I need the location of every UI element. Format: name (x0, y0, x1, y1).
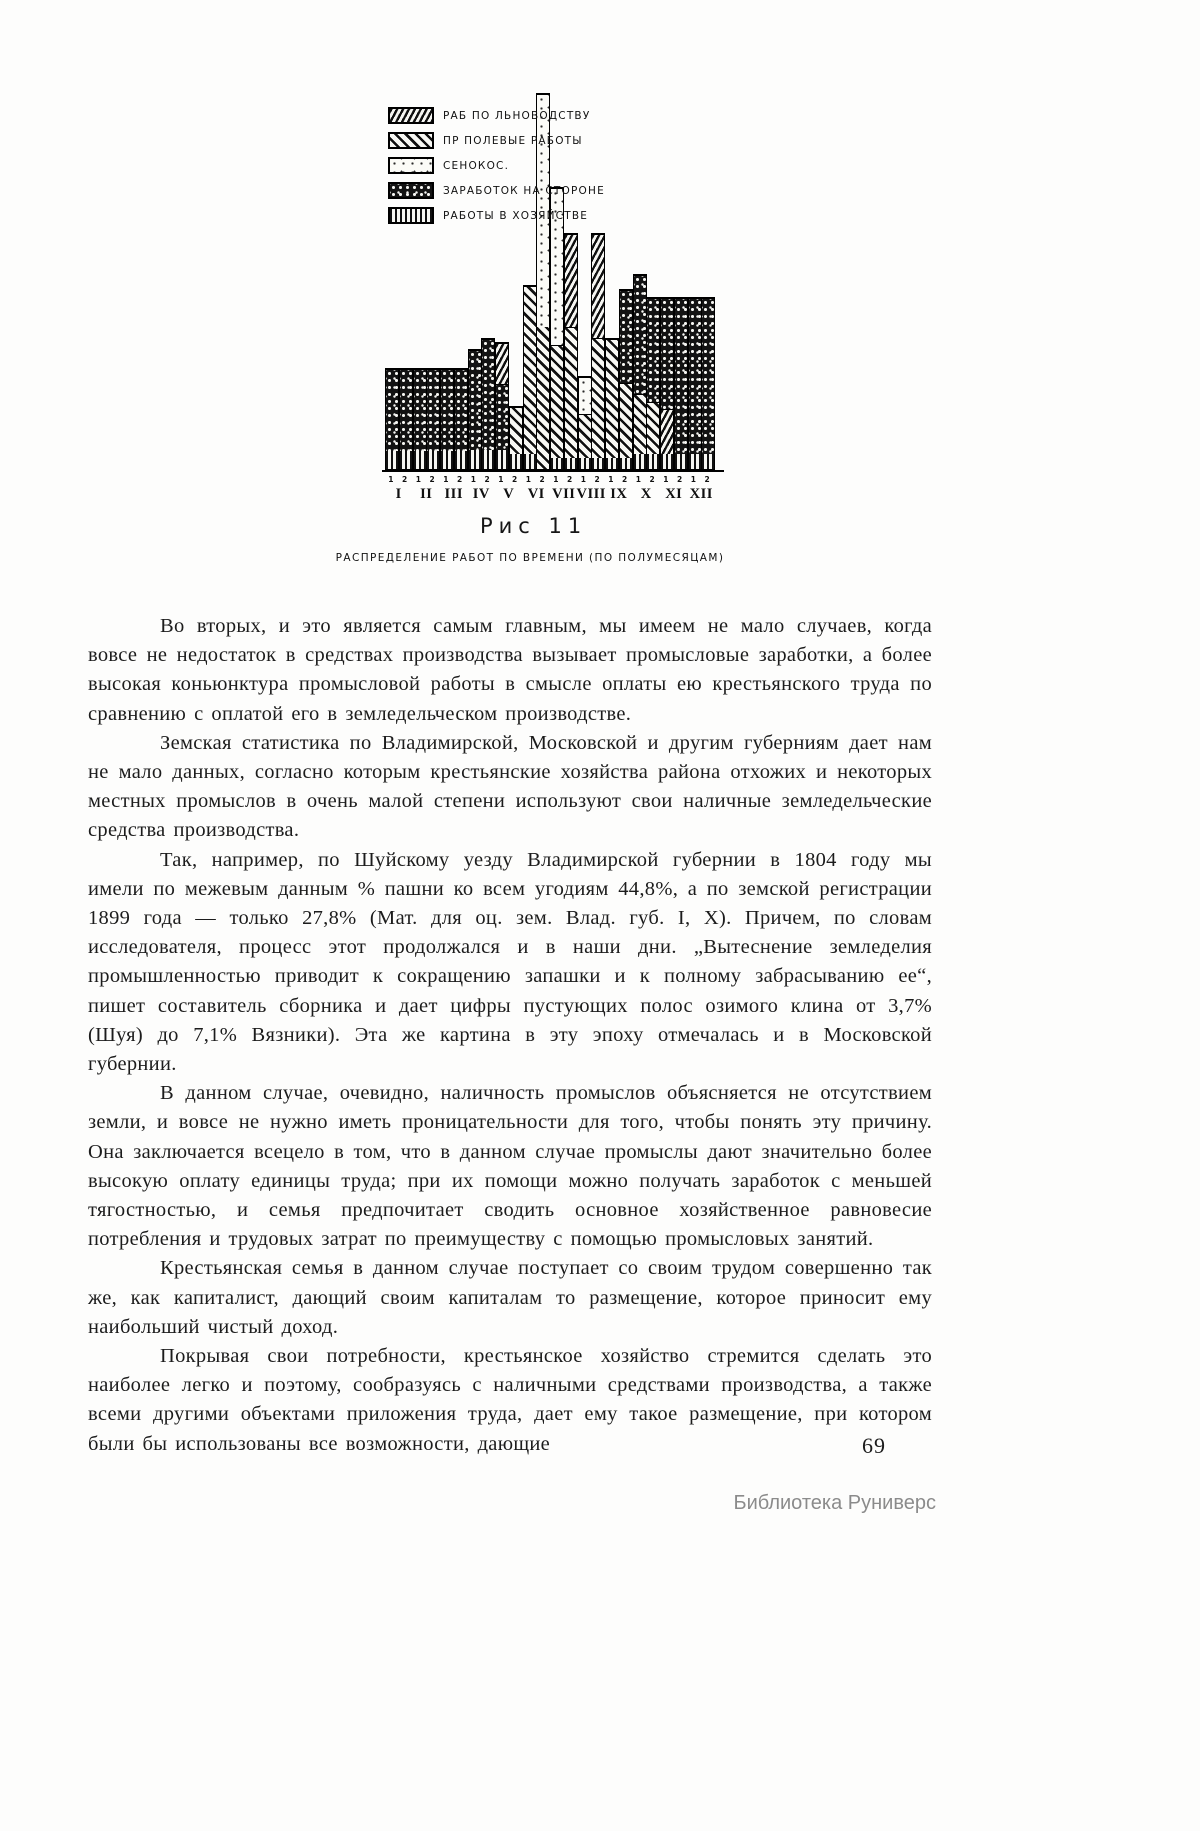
bar-segment-side (441, 369, 453, 450)
month-label-IX: IX (610, 486, 628, 502)
bar-segment-flax (496, 343, 508, 384)
halftick-VIII-1: 1 (580, 475, 586, 484)
month-label-XI: XI (665, 486, 683, 502)
halftick-III-2: 2 (457, 475, 463, 484)
legend-item-flax (388, 106, 605, 124)
halftick-X-1: 1 (635, 475, 641, 484)
halftick-II-1: 1 (415, 475, 421, 484)
work-distribution-chart (330, 86, 730, 502)
bar-I-1 (385, 368, 399, 470)
bar-segment-field (647, 402, 659, 454)
bar-X-2 (646, 297, 660, 470)
bar-segment-household (702, 454, 714, 469)
bar-segment-household (510, 454, 522, 469)
month-label-III: III (444, 486, 463, 502)
legend-label-side: ЗАРАБОТОК НА СТОРОНЕ (443, 185, 605, 197)
bar-segment-side (689, 298, 701, 455)
halftick-V-2: 2 (512, 475, 518, 484)
bar-segment-field (551, 345, 563, 457)
bar-segment-side (386, 369, 398, 450)
halftick-VII-2: 2 (567, 475, 573, 484)
legend-item-side (388, 181, 605, 199)
bar-V-1 (495, 342, 509, 470)
household-pattern-swatch-icon (388, 207, 434, 224)
halftick-IV-1: 1 (470, 475, 476, 484)
legend-label-haymaking: СЕНОКОС. (443, 160, 510, 172)
month-label-X: X (640, 486, 652, 502)
figure-11 (330, 86, 730, 586)
bar-segment-side (634, 275, 646, 394)
bar-segment-household (689, 454, 701, 469)
halftick-II-2: 2 (429, 475, 435, 484)
bar-segment-side (620, 290, 632, 383)
bar-segment-side (469, 350, 481, 450)
chart-legend (388, 106, 605, 231)
figure-number: Рис 11 (480, 514, 588, 538)
halftick-III-1: 1 (443, 475, 449, 484)
halftick-IX-2: 2 (622, 475, 628, 484)
bar-segment-field (579, 414, 591, 458)
bar-segment-household (400, 451, 412, 469)
bar-segment-side (414, 369, 426, 450)
bar-IV-2 (481, 338, 495, 470)
halftick-XI-1: 1 (663, 475, 669, 484)
bar-segment-haymaking (579, 377, 591, 414)
x-axis-line (382, 470, 724, 472)
side-pattern-swatch-icon (388, 182, 434, 199)
bar-segment-household (620, 458, 632, 469)
halftick-IV-2: 2 (484, 475, 490, 484)
paragraph-2: Земская статистика по Владимирской, Московской и другим губерниям дает нам не мало данных, согласно которым крестьянские хозяйства района отхожих и некоторых местных промыслов в очень малой степени используют свои наличные земледельческие средства производства. (88, 731, 932, 842)
bar-segment-household (482, 450, 494, 469)
bar-segment-side (400, 369, 412, 450)
bar-VII-2 (564, 233, 578, 471)
month-label-VII: VII (552, 486, 576, 502)
bar-segment-field (620, 383, 632, 458)
halftick-VI-2: 2 (539, 475, 545, 484)
legend-label-household: РАБОТЫ В ХОЗЯЙСТВЕ (443, 210, 589, 222)
paragraph-4: В данном случае, очевидно, наличность промыслов объясняется не отсутствием земли, и вовсе не нужно иметь проницательности для того, чтобы понять эту причину. Она заключается всецело в том, что в данном случае промыслы дают значительно более высокую оплату единицы труда; при их помощи можно получать заработок с меньшей тягостностью, и семья предпочитает сводить основное хозяйственное равновесие потребления и трудовых затрат по преимуществу с помощью промысловых занятий. (88, 1082, 932, 1251)
bar-segment-household (551, 458, 563, 469)
month-label-V: V (503, 486, 515, 502)
bar-segment-household (661, 454, 673, 469)
bar-segment-household (469, 450, 481, 469)
bar-segment-side (496, 384, 508, 451)
bar-III-2 (454, 368, 468, 470)
bar-segment-side (675, 298, 687, 455)
bar-IX-1 (605, 338, 619, 470)
bar-segment-side (427, 369, 439, 450)
month-label-II: II (420, 486, 433, 502)
bar-XI-1 (660, 297, 674, 470)
bar-segment-flax (565, 234, 577, 327)
bar-segment-side (482, 339, 494, 450)
bar-VI-1 (523, 285, 537, 470)
bar-segment-household (647, 454, 659, 469)
legend-label-field: ПР ПОЛЕВЫЕ РАБОТЫ (443, 135, 583, 147)
month-label-VIII: VIII (576, 486, 606, 502)
month-label-VI: VI (527, 486, 545, 502)
bar-segment-field (634, 394, 646, 454)
bar-segment-side (647, 298, 659, 402)
paragraph-6: Покрывая свои потребности, крестьянское хозяйство стремится сделать это наиболее легко и поэтому, сообразуясь с наличными средствами производства, а также всеми другими объектами приложения труда, дает ему такое размещение, при котором были бы использованы все возможности, дающие (88, 1345, 932, 1455)
bar-segment-field (565, 327, 577, 458)
bar-XII-1 (688, 297, 702, 470)
bar-segment-household (634, 454, 646, 469)
bar-segment-household (414, 451, 426, 469)
month-label-IV: IV (472, 486, 490, 502)
paragraph-1: Во вторых, и это является самым главным, мы имеем не мало случаев, когда вовсе не недостаток в средствах производства вызывает промысловые заработки, а более высокая коньюнктура промысловой работы в смысле оплаты ею крестьянского труда по сравнению с оплатой его в земледельческом производстве. (88, 615, 932, 725)
halftick-IX-1: 1 (608, 475, 614, 484)
bar-II-2 (426, 368, 440, 470)
halftick-I-1: 1 (388, 475, 394, 484)
legend-item-haymaking (388, 156, 605, 174)
bar-XII-2 (701, 297, 715, 470)
legend-item-field (388, 131, 605, 149)
bar-segment-side (455, 369, 467, 450)
body-text (88, 612, 932, 1459)
halftick-XI-2: 2 (677, 475, 683, 484)
page-number: 69 (862, 1433, 886, 1458)
bar-X-1 (633, 274, 647, 470)
bar-VIII-1 (578, 376, 592, 470)
bar-segment-household (606, 458, 618, 469)
month-axis-labels (330, 486, 730, 504)
month-label-XII: XII (689, 486, 713, 502)
halftick-XII-1: 1 (690, 475, 696, 484)
month-label-I: I (395, 486, 402, 502)
figure-caption: РАСПРЕДЕЛЕНИЕ РАБОТ ПО ВРЕМЕНИ (ПО ПОЛУМЕСЯЦАМ) (335, 552, 725, 564)
bar-segment-household (441, 451, 453, 469)
bar-segment-field (592, 338, 604, 458)
legend-label-flax: РАБ ПО ЛЬНОВОДСТВУ (443, 110, 591, 122)
bar-segment-household (386, 451, 398, 469)
bar-segment-side (661, 298, 673, 410)
bar-segment-field (510, 407, 522, 454)
bar-XI-2 (674, 297, 688, 470)
bar-segment-field (524, 286, 536, 454)
paragraph-3: Так, например, по Шуйскому уезду Владимирской губернии в 1804 году мы имели по межевым данным % пашни ко всем угодиям 44,8%, а по земской регистрации 1899 года — только 27,8% (Мат. для оц. зем. Влад. губ. I, X). Причем, по словам исследователя, процесс этот продолжался и в наши дни. „Вытеснение земледелия промышленностью приводит к сокращению запашки и к полному забрасыванию ее“, пишет составитель сборника и дает цифры пустующих полос озимого клина от 3,7% (Шуя) до 7,1% Вязники). Эта же картина в эту эпоху отмечалась и в Московской губернии. (88, 848, 932, 1076)
bar-segment-household (427, 451, 439, 469)
library-watermark: Библиотека Руниверс (733, 1492, 936, 1514)
halftick-VII-1: 1 (553, 475, 559, 484)
halftick-VIII-2: 2 (594, 475, 600, 484)
bar-segment-flax (592, 234, 604, 339)
flax-pattern-swatch-icon (388, 107, 434, 124)
bar-segment-household (455, 451, 467, 469)
bar-segment-field (606, 339, 618, 458)
halftick-V-1: 1 (498, 475, 504, 484)
bar-IX-2 (619, 289, 633, 470)
legend-item-household (388, 206, 605, 224)
bar-IV-1 (468, 349, 482, 470)
half-month-tick-labels (330, 475, 730, 485)
bar-segment-side (702, 298, 714, 455)
haymaking-pattern-swatch-icon (388, 157, 434, 174)
bar-segment-household (579, 458, 591, 469)
bar-segment-household (565, 458, 577, 469)
bar-segment-household (592, 458, 604, 469)
bar-I-2 (399, 368, 413, 470)
paragraph-5: Крестьянская семья в данном случае поступает со своим трудом совершенно так же, как капиталист, дающий своим капиталам то размещение, которое приносит ему наибольший чистый доход. (88, 1257, 932, 1338)
bar-II-1 (413, 368, 427, 470)
bar-segment-field (537, 327, 549, 470)
bar-segment-household (496, 450, 508, 469)
bar-III-1 (440, 368, 454, 470)
halftick-I-2: 2 (402, 475, 408, 484)
field-pattern-swatch-icon (388, 132, 434, 149)
halftick-VI-1: 1 (525, 475, 531, 484)
bar-segment-household (675, 454, 687, 469)
bar-V-2 (509, 406, 523, 470)
bar-segment-household (524, 454, 536, 469)
halftick-XII-2: 2 (704, 475, 710, 484)
bar-VIII-2 (591, 233, 605, 471)
bar-segment-flax (661, 409, 673, 454)
halftick-X-2: 2 (649, 475, 655, 484)
